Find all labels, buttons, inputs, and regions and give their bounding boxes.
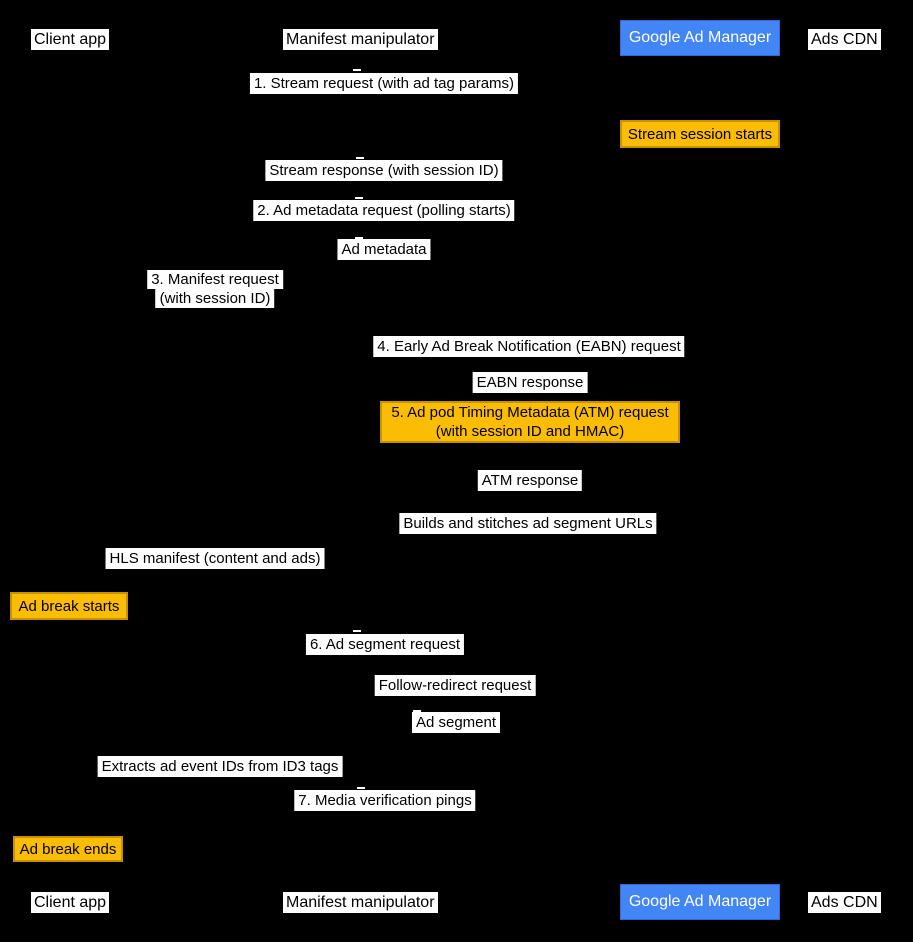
- lifeline-tick: [353, 630, 361, 632]
- note-ad-break-starts: Ad break starts: [10, 592, 128, 620]
- note-atm-request-line2: (with session ID and HMAC): [435, 423, 625, 440]
- message-manifest-request-line2: (with session ID): [156, 289, 275, 308]
- message-hls-manifest: HLS manifest (content and ads): [106, 548, 325, 569]
- actor-client-app-top: Client app: [31, 29, 109, 50]
- lifeline-tick: [357, 787, 365, 789]
- note-ad-break-ends: Ad break ends: [13, 836, 123, 862]
- message-media-verification-pings: 7. Media verification pings: [294, 790, 475, 811]
- message-ad-segment: Ad segment: [412, 712, 500, 733]
- message-manifest-request-line1: 3. Manifest request: [147, 270, 283, 289]
- actor-ads-cdn-bottom: Ads CDN: [808, 892, 881, 913]
- note-stream-session-starts: Stream session starts: [620, 120, 780, 148]
- message-ad-metadata: Ad metadata: [337, 239, 430, 260]
- message-atm-response: ATM response: [478, 470, 582, 491]
- actor-ads-cdn-top: Ads CDN: [808, 29, 881, 50]
- message-extracts-ad-event-ids: Extracts ad event IDs from ID3 tags: [98, 756, 343, 777]
- note-atm-request: [380, 401, 680, 443]
- message-manifest-request: [147, 270, 283, 308]
- lifeline-tick: [355, 197, 363, 199]
- note-atm-request-line1: 5. Ad pod Timing Metadata (ATM) request: [391, 404, 669, 421]
- message-ad-metadata-request: 2. Ad metadata request (polling starts): [253, 200, 514, 221]
- message-builds-stitches: Builds and stitches ad segment URLs: [399, 513, 656, 534]
- actor-manifest-manipulator-top: Manifest manipulator: [283, 29, 438, 50]
- message-ad-segment-request: 6. Ad segment request: [306, 634, 464, 655]
- message-eabn-request: 4. Early Ad Break Notification (EABN) request: [373, 336, 684, 357]
- lifeline-tick: [356, 157, 364, 159]
- actor-google-ad-manager-bottom: Google Ad Manager: [620, 884, 780, 920]
- message-follow-redirect-request: Follow-redirect request: [375, 675, 536, 696]
- lifeline-tick: [353, 69, 361, 71]
- actor-manifest-manipulator-bottom: Manifest manipulator: [283, 892, 438, 913]
- actor-client-app-bottom: Client app: [31, 892, 109, 913]
- message-eabn-response: EABN response: [473, 372, 588, 393]
- lifeline-tick: [355, 237, 363, 239]
- message-stream-request: 1. Stream request (with ad tag params): [250, 73, 518, 94]
- actor-google-ad-manager-top: Google Ad Manager: [620, 20, 780, 56]
- message-stream-response: Stream response (with session ID): [265, 160, 502, 181]
- lifeline-tick: [413, 710, 421, 712]
